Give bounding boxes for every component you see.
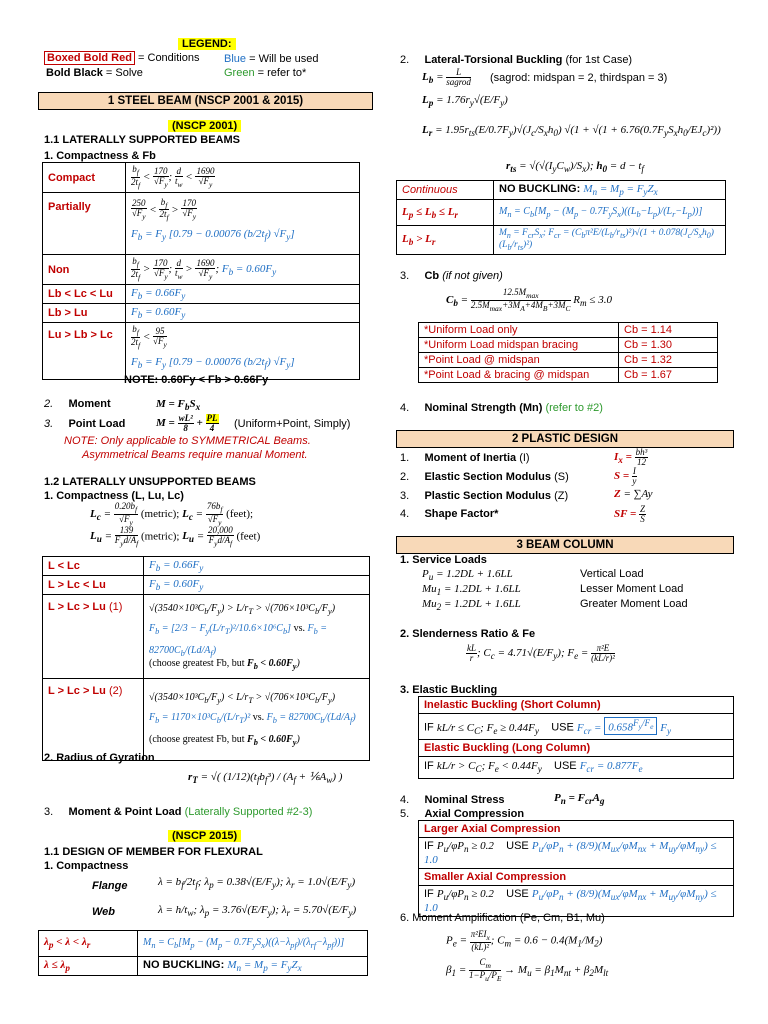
- flexural-table: [38, 930, 368, 976]
- cb-row-4-value: Cb = 1.67: [619, 368, 718, 383]
- row-l3-choose: (choose greatest Fb, but: [149, 657, 245, 669]
- ltb-table: [396, 180, 726, 255]
- cb-label: Cb: [424, 270, 440, 282]
- cb-row-2-value: Cb = 1.30: [619, 338, 718, 353]
- elastic-if: IF: [424, 760, 434, 773]
- item-moment: [44, 398, 111, 410]
- cb-table: [418, 322, 718, 383]
- point-load-eq: M = $\frac{\text{wL²}}{8}$ + $\frac{PL}{4}$: [156, 413, 218, 433]
- row-lp-lr-label: $\lambda_p < \lambda < \lambda_r$: [39, 931, 138, 957]
- mpl-ref: (Laterally Supported #2-3): [184, 806, 313, 818]
- item-axial-compression: [400, 808, 524, 820]
- nom-label: Nominal Strength (Mn): [424, 402, 543, 414]
- row-l2-label: L > Lc < Lu: [43, 576, 144, 595]
- plastic-item-3: [400, 490, 568, 502]
- elastic-eq: IF $kL/r > C_C$; $F_e < 0.44F_y$ USE $F_{cr} = 0.877F_e$: [419, 757, 734, 779]
- mpl-num: 3.: [44, 806, 54, 818]
- elastic-use: USE: [554, 760, 577, 773]
- row-partially-label: Partially: [43, 193, 126, 255]
- lc-feet: (feet);: [226, 507, 254, 520]
- lc-metric: (metric);: [140, 507, 180, 520]
- legend-blue-row: [224, 53, 319, 65]
- plastic-item-4: [400, 508, 498, 520]
- plastic-2-label: Elastic Section Modulus: [424, 471, 551, 483]
- plastic-item-2: [400, 471, 569, 483]
- elastic-modulus-eq: S = $\frac{I}{y}$: [614, 466, 637, 486]
- row-lb3-eq: $\frac{b_f}{2t_f}$ < $\frac{95}{√F_y}$ $F_b = F_y$ [0.79 − 0.00076 $(b/2t_f)$ $√F_y$]: [126, 323, 360, 380]
- item-radius-gyration: 2. Radius of Gyration: [44, 752, 155, 764]
- plastic-1-num: 1.: [400, 452, 410, 464]
- flange-eq: $\lambda = b_f/2t_f$; $\lambda_p = 0.38√(E/F_y)$; $\lambda_r = 1.0√(E/F_y)$: [158, 876, 356, 891]
- plastic-1-label: Moment of Inertia: [424, 452, 517, 464]
- moment-eq: $M = F_bS_x$: [156, 398, 201, 413]
- load-greater: Greater Moment Load: [580, 598, 688, 610]
- item-ltb: [400, 54, 632, 66]
- item-compactness: 1. Compactness & Fb: [44, 150, 156, 162]
- row-l3-eq: $√(3540\times 10^3C_b/F_y) > L/r_T > √(706\times 10^3C_b/F_y)$ $F_b = [2/3 - F_y(L/r_T)^2/10.6\times 10^6C_b]$ vs. $F_b = 82700C_b/(Ld/A_f)$ (choose greatest Fb, but $F_b < 0.60F_y$): [144, 595, 370, 679]
- legend-green: Green: [224, 67, 255, 79]
- web-eq: $\lambda = h/t_w$; $\lambda_p = 3.76√(E/F_y)$; $\lambda_r = 5.70√(E/F_y)$: [158, 904, 357, 919]
- slenderness-eq: $\frac{kL}{r}$ ; $C_c = 4.71√(E/F_y)$; $F_e$ = $\frac{\text{π²E}}{\text{(kL/r)²}}$: [467, 643, 615, 663]
- row-continuous-label: Continuous: [397, 181, 494, 200]
- cb-row-3-value: Cb = 1.32: [619, 353, 718, 368]
- plastic-modulus-eq: Z = ∑Ay: [614, 488, 653, 500]
- section-header-steel-beam: 1 STEEL BEAM (NSCP 2001 & 2015): [38, 92, 373, 110]
- mu1-eq: $Mu_1 = 1.2DL + 1.6LL$: [422, 583, 521, 598]
- row-lb-lr-eq: $M_n = F_{cr}S_x$; $F_{cr} = (C_b\pi^2E/(L_b/r_{ts})^2)√(1 + 0.078(J_c/S_xh_0)(L_b/r_{ts})^2)$: [494, 226, 726, 255]
- plastic-2-num: 2.: [400, 471, 410, 483]
- note-fb-range: NOTE: 0.60Fy < Fb > 0.66Fy: [124, 374, 269, 386]
- row-l4-num: (2): [108, 685, 123, 698]
- radius-gyration-eq: $r_T$ = √( $(1/12)(t_fb_f^3) / (A_f$ + $\frac{1}{6}A_w$) ): [188, 771, 343, 786]
- row-non-label: Non: [43, 255, 126, 285]
- item-compactness-2015: 1. Compactness: [44, 860, 129, 872]
- item-moment-num: 2.: [44, 398, 54, 410]
- sagrod-note: (sagrod: midspan = 2, thirdspan = 3): [490, 72, 668, 84]
- row-l2-eq: $F_b = 0.60F_y$: [144, 576, 370, 595]
- cb-eq: $C_b$ = $\frac{12.5M_{max}}{2.5M_{max}+3M_A+4M_B+3M_C}$ $R_m \le 3.0$: [446, 287, 612, 313]
- row-l1-eq: $F_b = 0.66F_y$: [144, 557, 370, 576]
- lu-feet: (feet): [236, 530, 261, 543]
- subheading-flexural: 1.1 DESIGN OF MEMBER FOR FLEXURAL: [44, 846, 263, 858]
- row-l3-num: (1): [108, 601, 123, 614]
- nom-ref: (refer to #2): [545, 402, 603, 414]
- nom-num: 4.: [400, 402, 410, 414]
- item-pl-label: Point Load: [68, 418, 126, 430]
- lb-eq: $L_b$ = $\frac{L}{\text{sagrod}}$: [422, 67, 471, 87]
- row-lp-lb-lr-eq: $M_n = C_b[M_p - (M_p - 0.7F_yS_x)((L_b-L_p)/(L_r-L_p))]$: [494, 200, 726, 226]
- cb-row-4-label: *Point Load & bracing @ midspan: [419, 368, 619, 383]
- item-cb: [400, 270, 503, 282]
- item-moment-label: Moment: [68, 398, 111, 410]
- row-lb-lr-label: $L_b > L_r$: [397, 226, 494, 255]
- legend-black-desc: = Solve: [105, 67, 143, 79]
- larger-axial-eq: IF $P_u/\varphi P_n \ge 0.2$ USE $P_u/\varphi P_n + (8/9)(M_{ux}/\varphi M_{nx} + M_{uy}/\varphi M_{ny}) \le 1.0$: [419, 838, 734, 869]
- row-l3-vs: vs.: [293, 622, 305, 634]
- inertia-eq: $I_x$ = $\frac{\text{bh³}}{12}$: [614, 447, 648, 467]
- row-l4-text: L > Lc > Lu: [48, 685, 106, 698]
- load-lesser: Lesser Moment Load: [580, 583, 684, 595]
- smaller-axial-eq: IF $P_u/\varphi P_n \ge 0.2$ USE $P_u/\varphi P_n + (8/9)(M_{ux}/\varphi M_{nx} + M_{uy}/\varphi M_{ny}) \le 1.0$: [419, 886, 734, 917]
- legend-row-2: [46, 67, 143, 79]
- plastic-2-sym: (S): [554, 471, 569, 483]
- ns-label: Nominal Stress: [424, 794, 505, 806]
- mpl-label: Moment & Point Load: [68, 806, 182, 818]
- item-moment-amplification: 6. Moment Amplification (Pe, Cm, B1, Mu): [400, 912, 605, 924]
- lu-metric: (metric);: [140, 530, 180, 543]
- row-lb2-label: Lb > Lu: [43, 304, 126, 323]
- subheading-laterally-supported: 1.1 LATERALLY SUPPORTED BEAMS: [44, 134, 240, 146]
- row-lb1-label: Lb < Lc < Lu: [43, 285, 126, 304]
- legend-row-1: [44, 52, 199, 64]
- b1-eq: $\beta_1$ = $\frac{C_m}{1-P_u/P_E}$ → $M_u = \beta_1M_{nt} + \beta_2M_{lt}$: [446, 957, 609, 983]
- cb-row-1-label: *Uniform Load only: [419, 323, 619, 338]
- plastic-3-num: 3.: [400, 490, 410, 502]
- row-non-eq: $\frac{b_f}{2t_f}$ > $\frac{170}{√F_y}$ ; $\frac{d}{t_w}$ > $\frac{1690}{√F_y}$ ; $F_b = 0.60F_y$: [126, 255, 360, 285]
- lu-eq: $L_u$ = $\frac{139}{F_yd/A_f}$ (metric); $L_u$ = $\frac{20,000}{F_yd/A_f}$ (feet): [90, 525, 261, 548]
- legend-green-row: [224, 67, 306, 79]
- lc-eq: $L_c$ = $\frac{0.20b_f}{√F_y}$ (metric); $L_c$ = $\frac{76b_f}{√F_y}$ (feet);: [90, 501, 254, 527]
- larger-if: IF: [424, 840, 434, 852]
- larger-use: USE: [506, 840, 529, 852]
- note-asymmetric: Asymmetrical Beams require manual Moment.: [82, 449, 308, 461]
- row-l3-text: L > Lc > Lu: [48, 601, 106, 614]
- row-lp-eq: NO BUCKLING: $M_n = M_p = F_yZ_x$: [138, 957, 368, 976]
- legend-title: LEGEND:: [178, 38, 236, 50]
- ns-num: 4.: [400, 794, 410, 806]
- item-elastic-buckling: 3. Elastic Buckling: [400, 684, 498, 696]
- plastic-3-sym: (Z): [554, 490, 569, 502]
- cb-note: (if not given): [442, 270, 503, 282]
- item-compactness-l: 1. Compactness (L, Lu, Lc): [44, 490, 184, 502]
- lr-eq: $L_r = 1.95r_{ts}(E/0.7F_y)√(J_c/S_xh_0) √(1 + √(1 + 6.76(0.7F_yS_xh_0/EJ_c)^2))$: [422, 124, 721, 139]
- row-lb3-label: Lu > Lb > Lc: [43, 323, 126, 380]
- row-l4-label: [43, 679, 144, 761]
- item-slenderness: 2. Slenderness Ratio & Fe: [400, 628, 536, 640]
- web-label: Web: [92, 906, 116, 918]
- point-load-note: (Uniform+Point, Simply): [234, 418, 351, 430]
- row-compact-label: Compact: [43, 163, 126, 193]
- load-vertical: Vertical Load: [580, 568, 644, 580]
- item-nominal-stress: [400, 794, 505, 806]
- legend-boxed: Boxed Bold Red: [44, 51, 135, 65]
- compactness-table: [42, 162, 360, 380]
- ac-num: 5.: [400, 808, 410, 820]
- row-lb2-eq: $F_b = 0.60F_y$: [126, 304, 360, 323]
- row-l1-label: L < Lc: [43, 557, 144, 576]
- ltb-num: 2.: [400, 54, 410, 66]
- legend-boxed-desc: = Conditions: [138, 52, 200, 64]
- nobuck-label-left: NO BUCKLING:: [143, 959, 225, 971]
- row-lp-label: $\lambda \le \lambda_p$: [39, 957, 138, 976]
- cb-num: 3.: [400, 270, 410, 282]
- axial-table: [418, 820, 734, 917]
- nominal-stress-eq: $P_n = F_{cr}A_g$: [554, 792, 605, 807]
- mu2-eq: $Mu_2 = 1.2DL + 1.6LL$: [422, 598, 521, 613]
- item-service-loads: 1. Service Loads: [400, 554, 487, 566]
- row-l4-eq: $√(3540\times 10^3C_b/F_y) < L/r_T > √(706\times 10^3C_b/F_y)$ $F_b = 1170\times 10^3C_b/(L/r_T)^2$ vs. $F_b = 82700C_b/(Ld/A_f)$ (choose greatest Fb, but $F_b < 0.60F_y$): [144, 679, 370, 761]
- note-symmetric: NOTE: Only applicable to SYMMETRICAL Beams.: [64, 435, 311, 447]
- inelastic-title: Inelastic Buckling (Short Column): [419, 697, 734, 714]
- plastic-4-label: Shape Factor*: [424, 508, 499, 520]
- row-l4-vs: vs.: [252, 712, 265, 724]
- smaller-use: USE: [506, 888, 529, 901]
- item-point-load: [44, 418, 125, 430]
- item-nominal-strength: [400, 402, 603, 414]
- item-pl-num: 3.: [44, 418, 54, 430]
- shape-factor-eq: SF = $\frac{Z}{S}$: [614, 504, 646, 524]
- section-header-plastic: 2 PLASTIC DESIGN: [396, 430, 734, 448]
- nobuck-label-right: NO BUCKLING:: [499, 183, 581, 195]
- ltb-case: (for 1st Case): [565, 54, 633, 66]
- legend-blue-desc: = Will be used: [249, 53, 319, 65]
- plastic-3-label: Plastic Section Modulus: [424, 490, 551, 502]
- legend-green-desc: = refer to*: [257, 67, 307, 79]
- row-lp-lb-lr-label: $L_p \le L_b \le L_r$: [397, 200, 494, 226]
- larger-axial-title: Larger Axial Compression: [419, 821, 734, 838]
- smaller-axial-title: Smaller Axial Compression: [419, 869, 734, 886]
- cb-row-3-label: *Point Load @ midspan: [419, 353, 619, 368]
- inelastic-use: USE: [551, 721, 574, 734]
- inelastic-eq: IF $kL/r \le C_C$; $F_e \ge 0.44F_y$ USE $F_{cr} = 0.658^{F_y/F_e}$ $F_y$: [419, 714, 734, 740]
- legend-blue: Blue: [224, 53, 247, 65]
- pe-cm-eq: $P_e$ = $\frac{\pi^2EI_x}{\text{(kL)²}}$ ; $C_m = 0.6 - 0.4(M_1/M_2)$: [446, 929, 603, 952]
- lp-eq: $L_p = 1.76r_y√(E/F_y)$: [422, 94, 508, 109]
- row-lb1-eq: $F_b = 0.66F_y$: [126, 285, 360, 304]
- item-moment-point-load: [44, 806, 312, 818]
- row-compact-eq: $\frac{b_f}{2t_f}$ < $\frac{170}{√F_y}$ ; $\frac{d}{t_w}$ < $\frac{1690}{√F_y}$: [126, 163, 360, 193]
- section-header-beam-column: 3 BEAM COLUMN: [396, 536, 734, 554]
- legend-black: Bold Black: [46, 67, 103, 79]
- cb-row-2-label: *Uniform Load midspan bracing: [419, 338, 619, 353]
- flange-label: Flange: [92, 880, 128, 892]
- plastic-item-1: [400, 452, 530, 464]
- rts-eq: $r_{ts} = √(√(I_yC_w)/S_x)$; $h_0 = d - t_f$: [506, 160, 644, 175]
- subheading-laterally-unsupported: 1.2 LATERALLY UNSUPPORTED BEAMS: [44, 476, 256, 488]
- row-l3-label: [43, 595, 144, 679]
- row-l4-choose: (choose greatest Fb, but: [149, 734, 245, 746]
- cb-row-1-value: Cb = 1.14: [619, 323, 718, 338]
- row-lp-lr-eq: $M_n = C_b[M_p - (M_p - 0.7F_yS_x)((\lambda-\lambda_{pf})/(\lambda_{rf}-\lambda_{pf}))]$: [138, 931, 368, 957]
- ac-label: Axial Compression: [424, 808, 525, 820]
- row-partially-eq: $\frac{250}{√F_y}$ < $\frac{b_f}{2t_f}$ > $\frac{170}{√F_y}$ $F_b = F_y$ [0.79 − 0.00076 $(b/2t_f)$ $√F_y$]: [126, 193, 360, 255]
- plastic-4-num: 4.: [400, 508, 410, 520]
- elastic-title: Elastic Buckling (Long Column): [419, 740, 734, 757]
- pu-eq: $P_u = 1.2DL + 1.6LL$: [422, 568, 513, 583]
- nscp-2001-tag: (NSCP 2001): [168, 120, 241, 132]
- row-continuous-eq: NO BUCKLING: $M_n = M_p = F_yZ_x$: [494, 181, 726, 200]
- buckling-table: [418, 696, 734, 779]
- nscp-2015-tag: (NSCP 2015): [168, 830, 241, 842]
- inelastic-if: IF: [424, 721, 434, 734]
- ltb-label: Lateral-Torsional Buckling: [424, 54, 563, 66]
- smaller-if: IF: [424, 888, 434, 901]
- plastic-1-sym: (I): [519, 452, 530, 464]
- unsupported-table: [42, 556, 370, 761]
